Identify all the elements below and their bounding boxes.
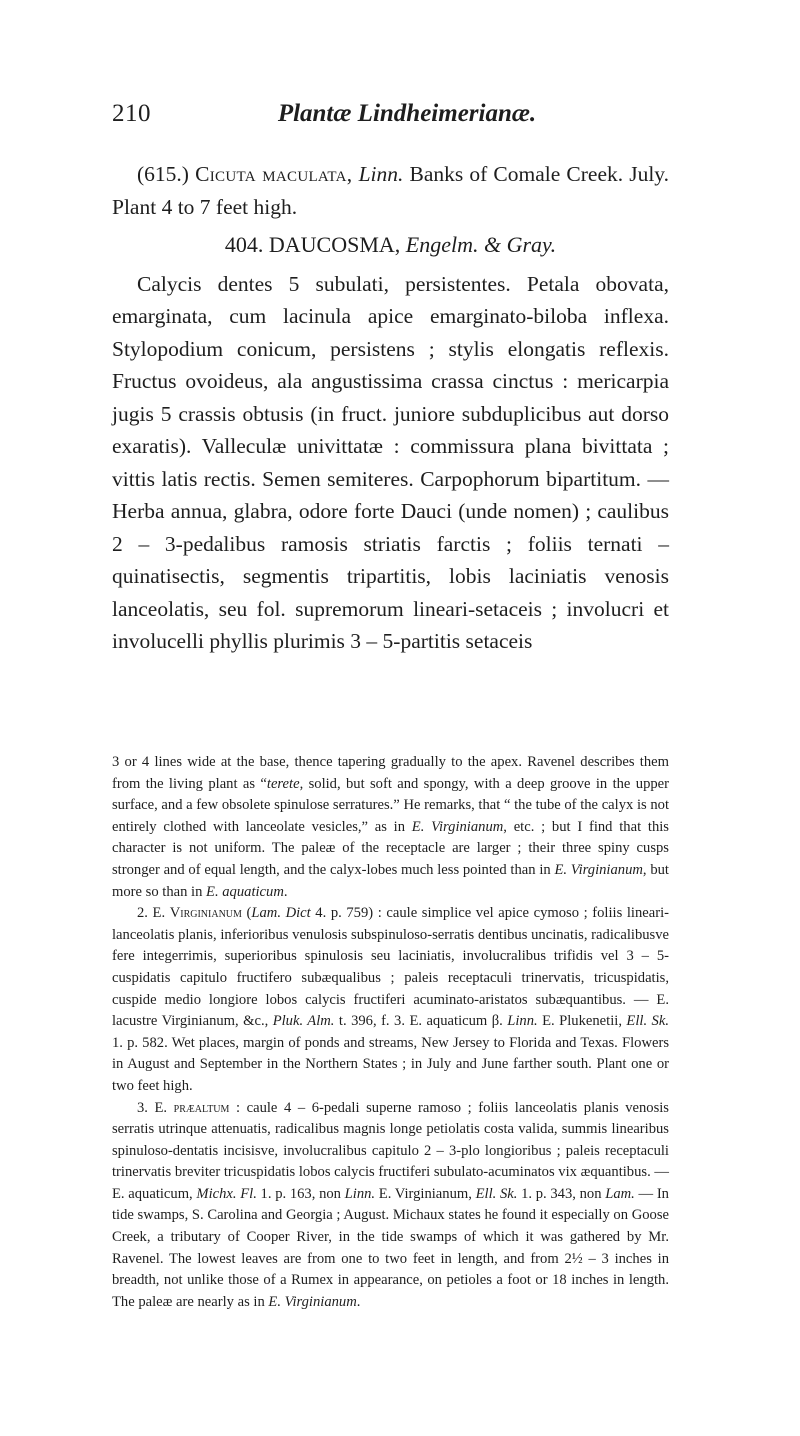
species-entry-615 [112, 158, 669, 223]
main-text [112, 158, 669, 658]
genus-description: Calycis dentes 5 subulati, persistentes. Petala obovata, emarginata, cum lacinula apice emarginato-biloba inflexa. Stylopodium conicum, persistens ; stylis elongatis reflexis. Fructus ovoideus, ala angustissima crassa cinctus : mericarpia jugis 5 crassis obtusis (in fruct. juniore subduplicibus aut dorso exaratis). Valleculæ univittatæ : commissura plana bivittata ; vittis latis rectis. Semen semiteres. Carpophorum bipartitum. — Herba annua, glabra, odore forte Dauci (unde nomen) ; caulibus 2 – 3-pedalibus ramosis striatis farctis ; foliis ternati – quinatisectis, segmentis tripartitis, lobis laciniatis venosis lanceolatis, seu fol. supremorum lineari-setaceis ; involucri et involucelli phyllis plurimis 3 – 5-partitis setaceis [112, 271, 669, 653]
text-run: E. Virginianum, [375, 1185, 476, 1202]
text-run: 3 or 4 lines wide at the base, thence tapering gradually to the apex. Ravenel describes them from the living plant as “ [112, 754, 669, 792]
italic-run: Ell. Sk. [626, 1013, 669, 1030]
text-run: . [283, 883, 288, 900]
genus-authors: Engelm. & Gray. [405, 232, 557, 257]
italic-run: Michx. Fl. [196, 1185, 257, 1202]
italic-run: Lam. [605, 1185, 635, 1202]
text-run: — In tide swamps, S. Carolina and Georgia ; August. Michaux states he found it especially on Goose Creek, a tributary of Cooper River, in the tide swamps of which it was gathered by Mr. Ravenel. The lowest leaves are from one to two feet in length, and from 2½ – 3 inches in breadth, not unlike those of a Rumex in appearance, on petioles a foot or 18 inches in length. The paleæ are nearly as in [112, 1185, 669, 1310]
text-run: 2. E. [137, 905, 170, 922]
species-name: præaltum [173, 1099, 230, 1116]
text-run: , but more so than in [112, 861, 669, 900]
note-paragraph-2 [112, 903, 669, 1097]
text-run: 1. p. 343, non [517, 1185, 606, 1202]
italic-run: Pluk. Alm. [272, 1013, 335, 1030]
italic-run: E. Virginianum [411, 818, 504, 835]
text-run: 1. p. 163, non [256, 1185, 345, 1202]
genus-number: 404. [224, 232, 264, 257]
species-name: Virginianum [169, 905, 242, 922]
small-print-notes [112, 752, 669, 1313]
italic-run: E. aquaticum [206, 883, 284, 900]
species-name: Cicuta maculata, [195, 162, 353, 186]
italic-run: Linn. [507, 1013, 538, 1030]
species-author: Linn. [358, 162, 404, 186]
italic-run: E. Virginianum [268, 1293, 357, 1310]
genus-name: DAUCOSMA, [268, 232, 401, 257]
text-run: 3. E. [137, 1099, 174, 1116]
note-paragraph-3 [112, 1098, 669, 1314]
text-run: : caule 4 – 6-pedali superne ramoso ; foliis lanceolatis planis venosis serratis utrinque attenuatis, radicalibus magnis longe petiolatis costa valida, summis linearibus spinuloso-dentatis incisisve, involucralibus capitulo 2 – 3-plo longioribus ; paleis receptaculi trinervatis breviter tricuspidatis lobos calycis fructiferi subulato-acuminatos vix æquantibus. — E. aquaticum, [112, 1099, 669, 1202]
running-title: Plantæ Lindheimerianæ. [277, 100, 537, 127]
text-run: 1. p. 582. Wet places, margin of ponds and streams, New Jersey to Florida and Texas. Flowers in August and September in the Northern States ; in July and June farther south. Plant one or two feet high. [112, 1034, 669, 1094]
text-run: ( [241, 905, 252, 922]
species-text: Banks of Comale Creek. July. Plant 4 to 7 feet high. [112, 162, 670, 219]
entry-number: (615.) [137, 162, 189, 186]
page-header [112, 100, 672, 140]
note-paragraph-1 [112, 752, 669, 903]
text-run: 4. p. 759) : caule simplice vel apice cymoso ; foliis lineari-lanceolatis planis, inferioribus venulosis subspinuloso-serratis dentibus uncinatis, radicalibusve fere integerrimis, superioribus spinulosis seu laciniatis, involucralibus trifidis vel 3 – 5-cuspidatis capitulo fructifero subæqualibus ; paleis receptaculi trinervatis, tricuspidatis, cuspide medio longiore lobos calycis fructiferi acuminato-aristatos subæquantibus. — E. lacustre Virginianum, &c., [112, 905, 669, 1030]
page-number: 210 [112, 100, 151, 127]
italic-run: Ell. Sk. [475, 1185, 518, 1202]
text-run: E. Plukenetii, [537, 1013, 627, 1030]
text-run: , etc. ; but I find that this character is not uniform. The paleæ of the receptacle are larger ; their three spiny cusps stronger and of equal length, and the calyx-lobes much less pointed than in [112, 818, 669, 878]
italic-run: terete [266, 775, 300, 792]
genus-heading [112, 229, 669, 262]
text-run: t. 396, f. 3. E. aquaticum β. [334, 1013, 508, 1030]
italic-run: Linn. [344, 1185, 376, 1202]
text-run: , solid, but soft and spongy, with a deep groove in the upper surface, and a few obsolete spinulose serratures.” He remarks, that “ the tube of the calyx is not entirely clothed with lanceolate vesicles,” as in [112, 775, 669, 835]
text-run: . [356, 1293, 361, 1310]
italic-run: E. Virginianum [554, 861, 643, 878]
italic-run: Lam. Dict [251, 905, 311, 922]
